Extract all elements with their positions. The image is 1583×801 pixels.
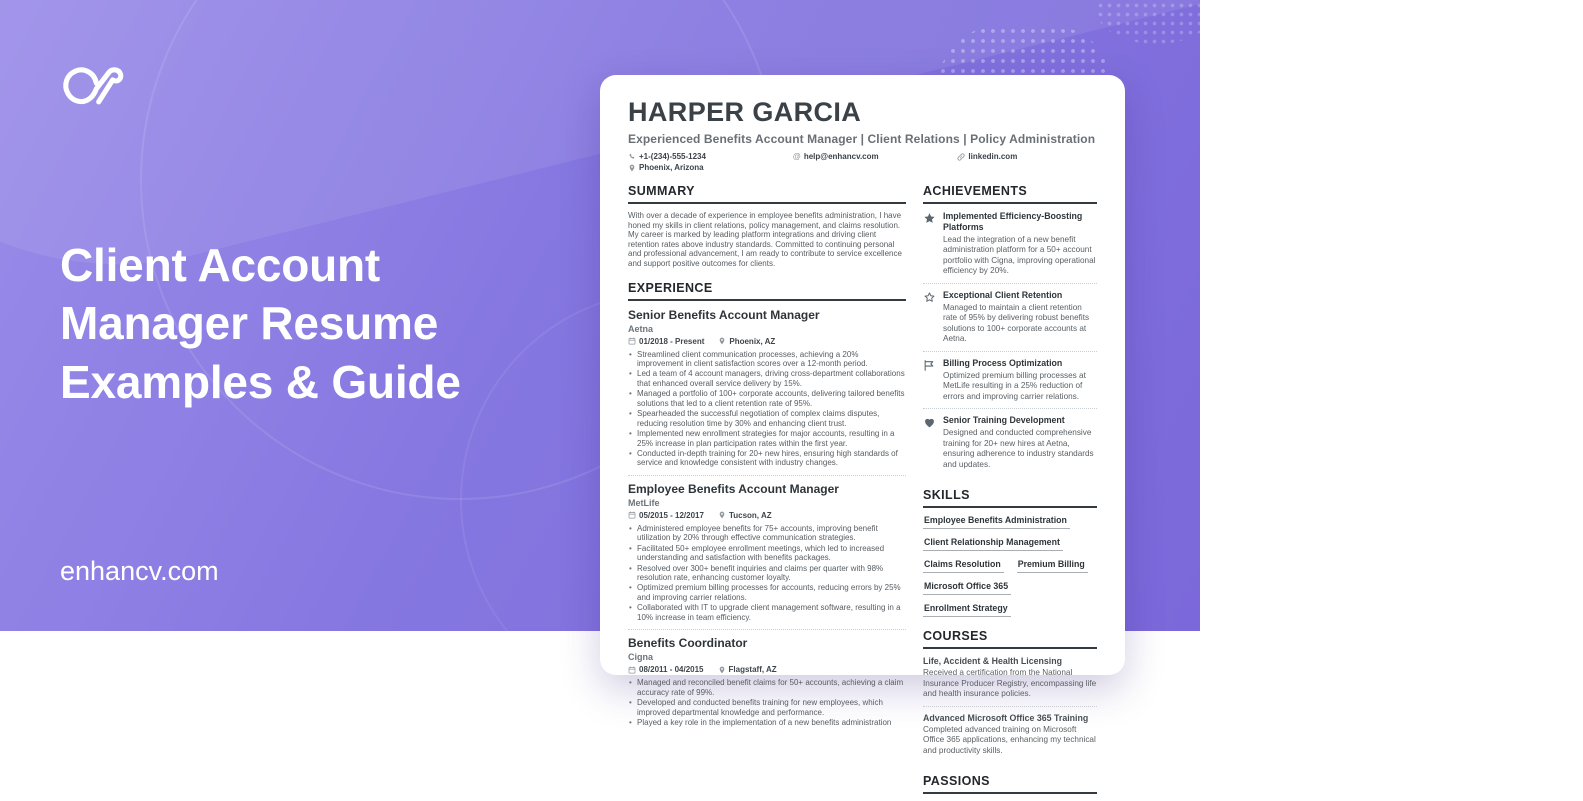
- skill-tag: Enrollment Strategy: [923, 603, 1011, 617]
- bullet-item: • Spearheaded the successful negotiation of complex claims disputes, reducing resolution time by 30% and enhancing client trust.: [628, 409, 906, 428]
- location-icon: [718, 666, 726, 674]
- contact-phone-text: +1-(234)-555-1234: [639, 152, 706, 161]
- location-icon: [628, 164, 636, 172]
- job-bullets: [628, 678, 906, 727]
- achievement-text: Lead the integration of a new benefit administration platform for a 50+ account portfolio with Cigna, improving operational efficiency by 20%.: [943, 234, 1096, 276]
- job-location: Flagstaff, AZ: [718, 665, 777, 674]
- course-text: Received a certification from the National Insurance Producer Registry, encompassing life and health insurance policies.: [923, 668, 1097, 699]
- achievement-text: Managed to maintain a client retention rate of 95% by delivering robust benefits solutions to 100+ corporate accounts at Aetna.: [943, 302, 1090, 344]
- job-company: Aetna: [628, 323, 654, 334]
- job-bullets: [628, 350, 906, 468]
- calendar-icon: [628, 337, 636, 345]
- bullet-item: • Optimized premium billing processes for accounts, reducing errors by 25% and improving carrier relations.: [628, 583, 906, 602]
- achievement-item: [923, 211, 1097, 284]
- achievements-heading: ACHIEVEMENTS: [923, 184, 1097, 204]
- bullet-item: • Collaborated with IT to upgrade client management software, resulting in a 10% increase in team efficiency.: [628, 603, 906, 622]
- resume-right-column: [923, 184, 1097, 801]
- skill-tag: Employee Benefits Administration: [923, 515, 1070, 529]
- job-title: Benefits Coordinator: [628, 636, 748, 651]
- summary-text: With over a decade of experience in employee benefits administration, I have honed my skills in client relations, policy management, and claims resolution. My career is marked by leading platform integrations and driving client retention rates above industry standards. Committed to continuing personal and professional advancement, I am ready to contribute to service excellence and support positive outcomes for clients.: [628, 211, 902, 268]
- contact-email[interactable]: [793, 152, 958, 161]
- resume-columns: [628, 184, 1097, 801]
- job-bullets: [628, 524, 906, 622]
- course-item: [923, 713, 1097, 763]
- resume-left-column: [628, 184, 906, 801]
- bullet-item: • Developed and conducted benefits training for new employees, which improved departmental knowledge and performance.: [628, 698, 906, 717]
- bullet-item: • Implemented new enrollment strategies for major accounts, resulting in a 25% increase in plan participation rates within the first year.: [628, 429, 906, 448]
- job-entry: [628, 636, 906, 734]
- course-text: Completed advanced training on Microsoft Office 365 applications, enhancing my technical and productivity skills.: [923, 724, 1096, 755]
- link-icon: [957, 153, 965, 161]
- course-title: Advanced Microsoft Office 365 Training: [923, 712, 1089, 723]
- job-location: Phoenix, AZ: [718, 337, 775, 346]
- resume-headline: Experienced Benefits Account Manager | Client Relations | Policy Administration: [628, 132, 1096, 146]
- experience-heading: EXPERIENCE: [628, 281, 906, 301]
- contact-phone: [628, 152, 793, 161]
- job-title: Senior Benefits Account Manager: [628, 307, 820, 322]
- achievement-text: Optimized premium billing processes at MetLife resulting in a 25% reduction of errors and improving carrier relations.: [943, 370, 1086, 401]
- passions-heading: PASSIONS: [923, 774, 1097, 794]
- job-meta: [628, 665, 906, 674]
- contact-linkedin-text: linkedin.com: [968, 152, 1018, 161]
- contact-linkedin[interactable]: [957, 152, 1097, 161]
- skills-heading: SKILLS: [923, 488, 1097, 508]
- bullet-item: • Administered employee benefits for 75+ accounts, improving benefit utilization by 20% through effective communication strategies.: [628, 524, 906, 543]
- phone-icon: [628, 153, 636, 161]
- bullet-item: • Conducted in-depth training for 20+ new hires, ensuring high standards of service and knowledge consistent with industry changes.: [628, 449, 906, 468]
- passions-section: [923, 774, 1097, 794]
- heart-icon: [923, 416, 936, 429]
- job-dates: 01/2018 - Present: [628, 337, 704, 346]
- page-title-line: Client Account: [60, 239, 381, 291]
- achievement-title: Senior Training Development: [943, 415, 1065, 426]
- experience-section: [628, 281, 906, 735]
- skill-tag: Premium Billing: [1017, 559, 1088, 573]
- hero-panel: [60, 64, 580, 411]
- page-title-line: Examples & Guide: [60, 355, 461, 408]
- summary-heading: SUMMARY: [628, 184, 906, 204]
- contact-row: [628, 152, 1097, 172]
- job-company: MetLife: [628, 497, 660, 508]
- achievement-item: [923, 358, 1097, 409]
- site-link[interactable]: enhancv.com: [60, 556, 219, 586]
- email-icon: @: [792, 152, 801, 161]
- contact-email-text: help@enhancv.com: [803, 152, 879, 161]
- achievement-item: [923, 290, 1097, 352]
- job-entry: [628, 482, 906, 630]
- page-title-line: Manager Resume: [60, 297, 439, 350]
- job-dates: 08/2011 - 04/2015: [628, 665, 704, 674]
- bullet-item: • Led a team of 4 account managers, driving cross-department collaborations that enhanced overall service delivery by 15%.: [628, 369, 906, 388]
- page-title: [60, 236, 580, 411]
- skill-tag: Claims Resolution: [923, 559, 1004, 573]
- skills-section: [923, 488, 1097, 617]
- job-company: Cigna: [628, 652, 654, 663]
- flag-icon: [923, 359, 936, 372]
- job-entry: [628, 308, 906, 476]
- job-title: Employee Benefits Account Manager: [628, 481, 839, 496]
- bullet-item: • Facilitated 50+ employee enrollment meetings, which led to increased understanding and satisfaction with benefits packages.: [628, 544, 906, 563]
- star-filled-icon: [923, 212, 936, 225]
- course-item: [923, 656, 1097, 707]
- summary-section: [628, 184, 906, 269]
- job-location: Tucson, AZ: [718, 511, 772, 520]
- contact-location-text: Phoenix, Arizona: [639, 163, 704, 172]
- star-outline-icon: [923, 291, 936, 304]
- enhancv-logo[interactable]: [60, 64, 142, 108]
- bullet-item: • Streamlined client communication processes, achieving a 20% improvement in client satisfaction scores over a 12-month period.: [628, 350, 906, 369]
- bullet-item: • Resolved over 300+ benefit inquiries and claims per quarter with 98% resolution rate, enhancing customer loyalty.: [628, 564, 906, 583]
- achievement-title: Implemented Efficiency-Boosting Platforms: [943, 211, 1083, 232]
- achievement-title: Billing Process Optimization: [943, 357, 1063, 368]
- resume-preview-card: [600, 75, 1125, 789]
- bullet-item: • Managed and reconciled benefit claims for 50+ accounts, achieving a claim accuracy rate of 99%.: [628, 678, 906, 697]
- skills-list: [923, 515, 1097, 617]
- course-title: Life, Accident & Health Licensing: [923, 656, 1062, 667]
- calendar-icon: [628, 666, 636, 674]
- achievement-item: [923, 415, 1097, 476]
- skill-tag: Microsoft Office 365: [923, 581, 1011, 595]
- resume-name: HARPER GARCIA: [628, 97, 862, 127]
- bullet-item: • Managed a portfolio of 100+ corporate accounts, delivering tailored benefits solutions that led to a client retention rate of 95%.: [628, 389, 906, 408]
- achievements-section: [923, 184, 1097, 476]
- courses-heading: COURSES: [923, 629, 1097, 649]
- contact-location: [628, 163, 793, 172]
- dots-pattern: [1096, 0, 1216, 44]
- achievement-text: Designed and conducted comprehensive training for 20+ new hires at Aetna, ensuring adherence to industry standards and updates.: [943, 428, 1094, 469]
- job-meta: [628, 337, 906, 346]
- courses-section: [923, 629, 1097, 762]
- calendar-icon: [628, 511, 636, 519]
- skill-tag: Client Relationship Management: [923, 537, 1063, 551]
- location-icon: [718, 511, 726, 519]
- location-icon: [718, 337, 726, 345]
- job-meta: [628, 511, 906, 520]
- job-dates: 05/2015 - 12/2017: [628, 511, 704, 520]
- achievement-title: Exceptional Client Retention: [943, 289, 1063, 300]
- bullet-item: • Played a key role in the implementation of a new benefits administration: [628, 718, 906, 727]
